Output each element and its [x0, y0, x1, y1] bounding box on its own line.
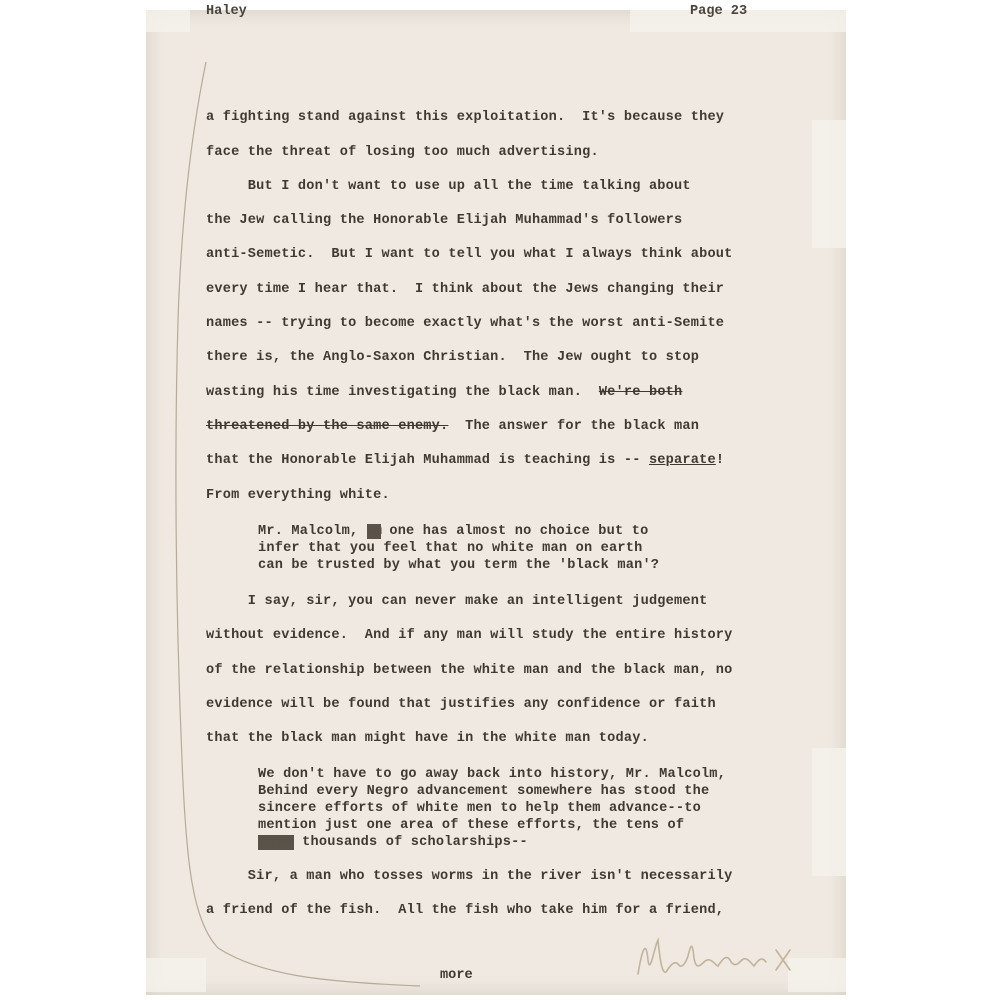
tape-right-upper: [812, 120, 846, 248]
body-line: But I don't want to use up all the time talking about: [206, 179, 691, 194]
xed-out-text: mm: [366, 524, 381, 539]
body-text: wasting his time investigating the black man.: [206, 385, 599, 400]
underlined-word: separate: [648, 453, 716, 468]
tape-right-lower: [812, 748, 846, 876]
body-text: !: [715, 453, 725, 468]
quote-text: thousands of scholarships--: [293, 835, 528, 850]
body-line: anti-Semetic. But I want to tell you what I always think about: [206, 247, 733, 262]
tape-bottom-left: [146, 958, 206, 992]
body-line: [206, 385, 682, 400]
body-line: there is, the Anglo-Saxon Christian. The Jew ought to stop: [206, 350, 700, 365]
quote-text: one has almost no choice but to: [380, 524, 649, 539]
quote-line: sincere efforts of white men to help them advance--to: [258, 801, 701, 816]
continuation-more: more: [440, 968, 473, 983]
body-line: I say, sir, you can never make an intelligent judgement: [206, 594, 708, 609]
body-line: Sir, a man who tosses worms in the river isn't necessarily: [206, 869, 733, 884]
body-line: names -- trying to become exactly what's the worst anti-Semite: [206, 316, 725, 331]
body-text: The answer for the black man: [448, 419, 700, 434]
struck-text: We're both: [598, 385, 683, 400]
xed-out-text: thous: [258, 835, 294, 850]
header-author: Haley: [206, 4, 247, 19]
body-line: of the relationship between the white man and the black man, no: [206, 663, 733, 678]
quote-line: Behind every Negro advancement somewhere has stood the: [258, 784, 710, 799]
body-line: that the black man might have in the white man today.: [206, 731, 649, 746]
quote-line: We don't have to go away back into history, Mr. Malcolm,: [258, 767, 727, 782]
body-line: face the threat of losing too much advertising.: [206, 145, 599, 160]
body-line: a friend of the fish. All the fish who take him for a friend,: [206, 903, 725, 918]
body-text: that the Honorable Elijah Muhammad is teaching is --: [206, 453, 649, 468]
body-line: [206, 453, 724, 468]
signature-image: [630, 930, 810, 990]
body-line: evidence will be found that justifies any confidence or faith: [206, 697, 716, 712]
body-line: the Jew calling the Honorable Elijah Muhammad's followers: [206, 213, 683, 228]
body-line: every time I hear that. I think about the Jews changing their: [206, 282, 725, 297]
tape-top-left: [146, 10, 190, 32]
header-page-number: Page 23: [690, 4, 748, 19]
quote-line: [258, 835, 528, 850]
quote-line: can be trusted by what you term the 'black man'?: [258, 558, 660, 573]
body-line: a fighting stand against this exploitation. It's because they: [206, 110, 725, 125]
quote-line: [258, 524, 648, 539]
quote-text: Mr. Malcolm,: [258, 524, 367, 539]
quote-line: infer that you feel that no white man on earth: [258, 541, 643, 556]
quote-line: mention just one area of these efforts, the tens of: [258, 818, 685, 833]
body-line: [206, 419, 699, 434]
body-line: From everything white.: [206, 488, 390, 503]
body-line: without evidence. And if any man will study the entire history: [206, 628, 733, 643]
struck-text: threatened by the same enemy.: [206, 419, 449, 434]
